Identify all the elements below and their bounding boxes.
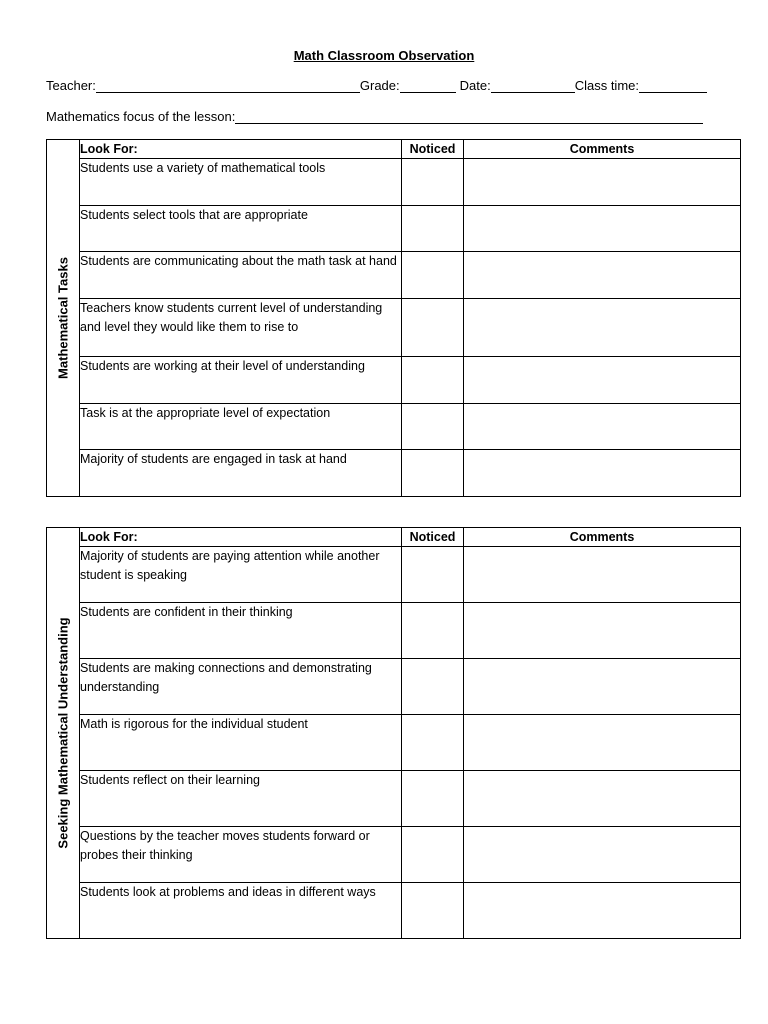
- comments-cell[interactable]: [464, 827, 741, 883]
- section-label-cell: [47, 528, 80, 939]
- comments-cell[interactable]: [464, 357, 741, 404]
- page-title: [0, 48, 768, 63]
- header-fields-row: [46, 78, 707, 93]
- section-label: Mathematical Tasks: [55, 257, 71, 379]
- title-text: Math Classroom Observation: [293, 48, 475, 63]
- table-row: [47, 252, 741, 299]
- date-label: Date:: [459, 78, 491, 93]
- grade-field[interactable]: [400, 79, 456, 93]
- comments-cell[interactable]: [464, 883, 741, 939]
- focus-row: [46, 109, 703, 124]
- mathematical-tasks-table: [46, 139, 741, 497]
- table-row: [47, 404, 741, 450]
- comments-cell[interactable]: [464, 659, 741, 715]
- table-row: [47, 827, 741, 883]
- comments-header: Comments: [464, 528, 741, 547]
- header-row: [47, 140, 741, 159]
- comments-cell[interactable]: [464, 715, 741, 771]
- table-row: [47, 450, 741, 497]
- look-for-item: Majority of students are engaged in task at hand: [80, 450, 402, 497]
- look-for-header: Look For:: [80, 140, 402, 159]
- comments-cell[interactable]: [464, 404, 741, 450]
- noticed-cell[interactable]: [402, 299, 464, 357]
- noticed-cell[interactable]: [402, 404, 464, 450]
- noticed-cell[interactable]: [402, 450, 464, 497]
- noticed-cell[interactable]: [402, 547, 464, 603]
- teacher-label: Teacher:: [46, 78, 96, 93]
- focus-label: Mathematics focus of the lesson:: [46, 109, 236, 124]
- section-label: Seeking Mathematical Understanding: [55, 617, 71, 849]
- noticed-cell[interactable]: [402, 159, 464, 206]
- seeking-understanding-table: [46, 527, 741, 939]
- table-row: [47, 771, 741, 827]
- comments-cell[interactable]: [464, 771, 741, 827]
- comments-cell[interactable]: [464, 547, 741, 603]
- focus-field[interactable]: [235, 110, 703, 124]
- look-for-item: Students are making connections and demonstrating understanding: [80, 659, 402, 715]
- noticed-cell[interactable]: [402, 659, 464, 715]
- noticed-cell[interactable]: [402, 357, 464, 404]
- noticed-header: Noticed: [402, 528, 464, 547]
- comments-cell[interactable]: [464, 159, 741, 206]
- look-for-item: Students are working at their level of understanding: [80, 357, 402, 404]
- noticed-cell[interactable]: [402, 883, 464, 939]
- look-for-item: Questions by the teacher moves students forward or probes their thinking: [80, 827, 402, 883]
- noticed-header: Noticed: [402, 140, 464, 159]
- look-for-item: Students are confident in their thinking: [80, 603, 402, 659]
- teacher-field[interactable]: [96, 79, 360, 93]
- table-row: [47, 883, 741, 939]
- look-for-item: Teachers know students current level of understanding and level they would like them to rise to: [80, 299, 402, 357]
- table-row: [47, 357, 741, 404]
- noticed-cell[interactable]: [402, 252, 464, 299]
- comments-cell[interactable]: [464, 206, 741, 252]
- section-label-cell: [47, 140, 80, 497]
- look-for-item: Students are communicating about the math task at hand: [80, 252, 402, 299]
- look-for-header: Look For:: [80, 528, 402, 547]
- noticed-cell[interactable]: [402, 771, 464, 827]
- noticed-cell[interactable]: [402, 206, 464, 252]
- look-for-item: Students select tools that are appropriate: [80, 206, 402, 252]
- look-for-item: Math is rigorous for the individual student: [80, 715, 402, 771]
- table-row: [47, 659, 741, 715]
- table-row: [47, 603, 741, 659]
- header-row: [47, 528, 741, 547]
- comments-cell[interactable]: [464, 450, 741, 497]
- look-for-item: Students reflect on their learning: [80, 771, 402, 827]
- look-for-item: Majority of students are paying attention while another student is speaking: [80, 547, 402, 603]
- look-for-item: Task is at the appropriate level of expectation: [80, 404, 402, 450]
- class-time-label: Class time:: [574, 78, 639, 93]
- comments-cell[interactable]: [464, 603, 741, 659]
- table-row: [47, 715, 741, 771]
- look-for-item: Students look at problems and ideas in different ways: [80, 883, 402, 939]
- noticed-cell[interactable]: [402, 715, 464, 771]
- table-row: [47, 206, 741, 252]
- table-row: [47, 547, 741, 603]
- comments-header: Comments: [464, 140, 741, 159]
- grade-label: Grade:: [359, 78, 400, 93]
- noticed-cell[interactable]: [402, 827, 464, 883]
- class-time-field[interactable]: [639, 79, 707, 93]
- look-for-item: Students use a variety of mathematical tools: [80, 159, 402, 206]
- table-row: [47, 159, 741, 206]
- date-field[interactable]: [491, 79, 575, 93]
- table-row: [47, 299, 741, 357]
- comments-cell[interactable]: [464, 299, 741, 357]
- comments-cell[interactable]: [464, 252, 741, 299]
- noticed-cell[interactable]: [402, 603, 464, 659]
